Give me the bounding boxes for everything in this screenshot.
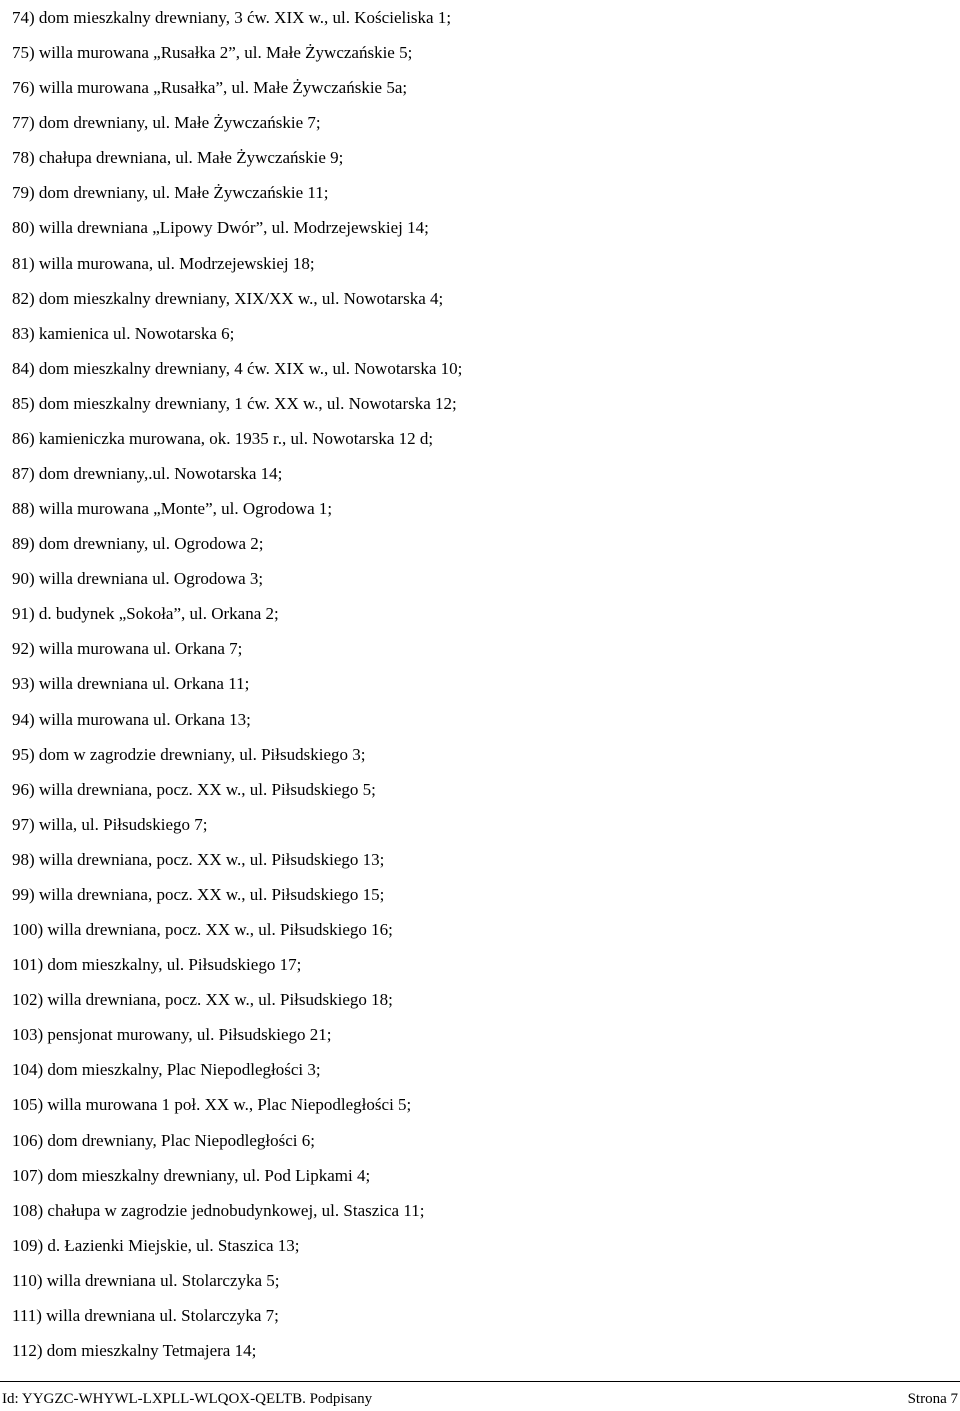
list-item: 79) dom drewniany, ul. Małe Żywczańskie 11; <box>12 183 329 203</box>
list-item: 94) willa murowana ul. Orkana 13; <box>12 709 251 729</box>
list-item: 103) pensjonat murowany, ul. Piłsudskiego 21; <box>12 1025 332 1045</box>
list-item: 106) dom drewniany, Plac Niepodległości 6; <box>12 1130 315 1150</box>
list-item: 83) kamienica ul. Nowotarska 6; <box>12 323 235 343</box>
list-item: 76) willa murowana „Rusałka”, ul. Małe Żywczańskie 5a; <box>12 78 408 98</box>
list-item: 102) willa drewniana, pocz. XX w., ul. Piłsudskiego 18; <box>12 990 393 1010</box>
list-item: 100) willa drewniana, pocz. XX w., ul. Piłsudskiego 16; <box>12 920 393 940</box>
list-item: 99) willa drewniana, pocz. XX w., ul. Piłsudskiego 15; <box>12 884 385 904</box>
list-item: 75) willa murowana „Rusałka 2”, ul. Małe Żywczańskie 5; <box>12 43 413 63</box>
list-item: 110) willa drewniana ul. Stolarczyka 5; <box>12 1270 280 1290</box>
list-item: 85) dom mieszkalny drewniany, 1 ćw. XX w., ul. Nowotarska 12; <box>12 393 457 413</box>
list-item: 82) dom mieszkalny drewniany, XIX/XX w., ul. Nowotarska 4; <box>12 288 444 308</box>
list-item: 95) dom w zagrodzie drewniany, ul. Piłsudskiego 3; <box>12 744 366 764</box>
list-item: 78) chałupa drewniana, ul. Małe Żywczańskie 9; <box>12 148 344 168</box>
list-item: 80) willa drewniana „Lipowy Dwór”, ul. Modrzejewskiej 14; <box>12 218 429 238</box>
page-number: Strona 7 <box>907 1391 958 1407</box>
list-item: 98) willa drewniana, pocz. XX w., ul. Piłsudskiego 13; <box>12 849 385 869</box>
list-item: 90) willa drewniana ul. Ogrodowa 3; <box>12 569 264 589</box>
list-item: 89) dom drewniany, ul. Ogrodowa 2; <box>12 534 264 554</box>
list-item: 105) willa murowana 1 poł. XX w., Plac Niepodległości 5; <box>12 1095 412 1115</box>
monument-list <box>12 0 462 1368</box>
list-item: 77) dom drewniany, ul. Małe Żywczańskie 7; <box>12 113 321 133</box>
list-item: 87) dom drewniany,.ul. Nowotarska 14; <box>12 464 283 484</box>
list-item: 112) dom mieszkalny Tetmajera 14; <box>12 1340 257 1360</box>
list-item: 107) dom mieszkalny drewniany, ul. Pod Lipkami 4; <box>12 1165 371 1185</box>
list-item: 108) chałupa w zagrodzie jednobudynkowej, ul. Staszica 11; <box>12 1200 425 1220</box>
list-item: 104) dom mieszkalny, Plac Niepodległości 3; <box>12 1060 321 1080</box>
list-item: 91) d. budynek „Sokoła”, ul. Orkana 2; <box>12 604 279 624</box>
list-item: 96) willa drewniana, pocz. XX w., ul. Piłsudskiego 5; <box>12 779 376 799</box>
list-item: 97) willa, ul. Piłsudskiego 7; <box>12 814 208 834</box>
list-item: 111) willa drewniana ul. Stolarczyka 7; <box>12 1305 279 1325</box>
list-item: 86) kamieniczka murowana, ok. 1935 r., ul. Nowotarska 12 d; <box>12 428 434 448</box>
list-item: 109) d. Łazienki Miejskie, ul. Staszica 13; <box>12 1235 300 1255</box>
list-item: 88) willa murowana „Monte”, ul. Ogrodowa 1; <box>12 499 333 519</box>
list-item: 84) dom mieszkalny drewniany, 4 ćw. XIX w., ul. Nowotarska 10; <box>12 358 463 378</box>
list-item: 81) willa murowana, ul. Modrzejewskiej 18; <box>12 253 315 273</box>
document-id: Id: YYGZC-WHYWL-LXPLL-WLQOX-QELTB. Podpisany <box>2 1391 373 1407</box>
list-item: 101) dom mieszkalny, ul. Piłsudskiego 17; <box>12 955 302 975</box>
list-item: 93) willa drewniana ul. Orkana 11; <box>12 674 250 694</box>
list-item: 74) dom mieszkalny drewniany, 3 ćw. XIX w., ul. Kościeliska 1; <box>12 8 452 27</box>
footer-divider <box>0 1381 960 1382</box>
list-item: 92) willa murowana ul. Orkana 7; <box>12 639 243 659</box>
